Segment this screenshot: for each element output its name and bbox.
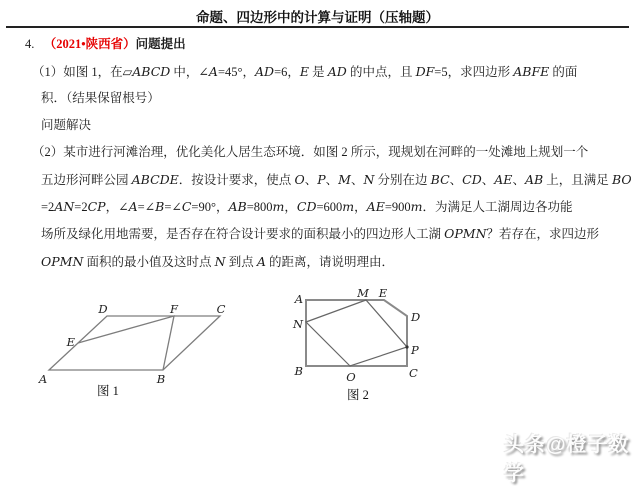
problem-text-line: （2）某市进行河滩治理，优化美化人居生态环境．如图 2 所示，现规划在河畔的一处滩地上规划一个: [32, 145, 589, 159]
figure-2-caption: 图 2: [347, 388, 369, 402]
fig2-label-D: D: [411, 310, 421, 324]
fig1-label-D: D: [98, 302, 108, 316]
fig2-label-A: A: [294, 292, 303, 306]
fig2-label-P: P: [411, 343, 419, 357]
problem-number-line: 4. （2021•陕西省）问题提出: [25, 37, 186, 51]
point-P-dot: [405, 345, 408, 348]
fig2-label-C: C: [409, 366, 418, 380]
problem-text-line: （1）如图 1，在▱ABCD 中，∠A=45°，AD=6，E 是 AD 的中点，且 DF=5，求四边形 ABFE 的面: [32, 64, 578, 79]
fig1-label-A: A: [38, 372, 48, 386]
fig2-label-B: B: [294, 364, 303, 378]
figure-1-caption: 图 1: [97, 384, 119, 398]
fig1-label-C: C: [216, 302, 226, 316]
fig2-label-M: M: [357, 286, 369, 300]
watermark-text: 头条@橙子数学: [504, 434, 630, 485]
fig1-label-F: F: [170, 302, 178, 316]
figure-1-parallelogram: [30, 295, 245, 405]
fig1-label-B: B: [156, 372, 166, 386]
header-divider: [6, 26, 629, 28]
page-title: 命题、四边形中的计算与证明（压轴题）: [196, 10, 439, 25]
problem-text-line: 五边形河畔公园 ABCDE．按设计要求，使点 O、P、M、N 分别在边 BC、CD、AE、AB 上，且满足 BO: [41, 172, 632, 187]
fig2-label-N: N: [292, 317, 303, 331]
pentagon-outline: [306, 300, 407, 366]
fig2-label-O: O: [346, 370, 356, 384]
fig2-label-E: E: [378, 286, 388, 300]
segments-EF-FB: [78, 316, 174, 370]
problem-text-line: 场所及绿化用地需要，是否存在符合设计要求的面积最小的四边形人工湖 OPMN？若存在，求四边形: [41, 226, 600, 241]
problem-text-line: OPMN 面积的最小值及这时点 N 到点 A 的距离，请说明理由．: [41, 254, 395, 269]
problem-text-line: =2AN=2CP，∠A=∠B=∠C=90°，AB=800m，CD=600m，AE=900m．为满足人工湖周边各功能: [41, 199, 573, 214]
quadrilateral-OPMN: [306, 300, 407, 366]
problem-text-line: 积．（结果保留根号）: [41, 91, 160, 105]
fig1-label-E: E: [66, 335, 75, 349]
section-heading: 问题解决: [41, 118, 92, 132]
